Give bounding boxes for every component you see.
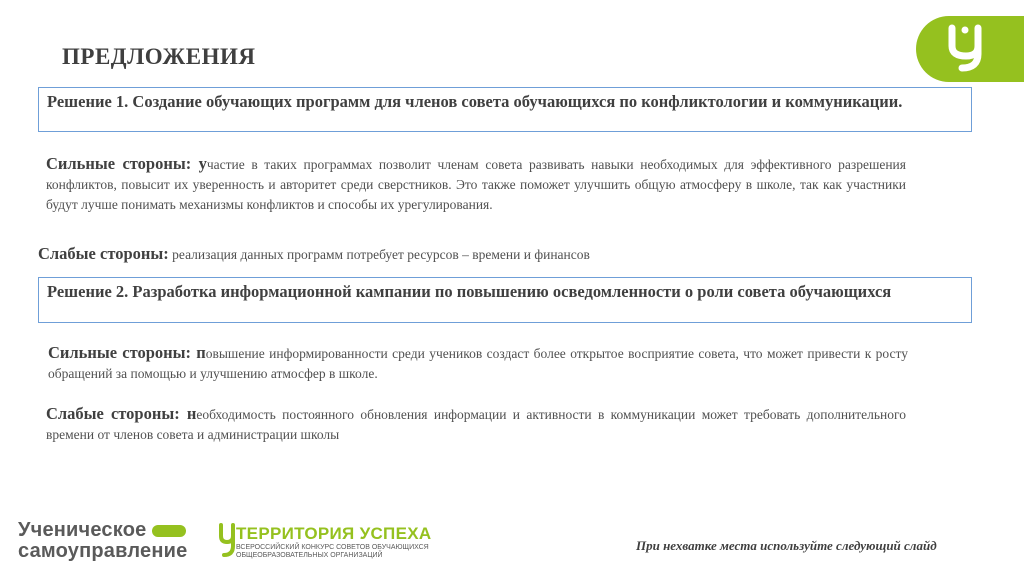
logo2-sub1: ВСЕРОССИЙСКИЙ КОНКУРС СОВЕТОВ ОБУЧАЮЩИХСЯ [236, 544, 429, 551]
solution1-strengths-label: Сильные стороны: у [46, 154, 207, 173]
solution1-strengths [46, 154, 906, 215]
solution2-strengths-text: овышение информированности среди учеников создаст более открытое восприятие совета, что может привести к росту обращений за помощью и улучшению атмосфер в школе. [48, 346, 908, 381]
solution2-strengths [48, 343, 908, 384]
u-letter-logo-icon [944, 24, 988, 72]
page-title: ПРЕДЛОЖЕНИЯ [62, 44, 256, 69]
logo2-subtitle [236, 544, 429, 560]
solution2-heading-box [38, 277, 972, 323]
solution2-weaknesses-text: еобходимость постоянного обновления информации и активности в коммуникации может требовать дополнительного времени от членов совета и администрации школы [46, 407, 906, 442]
solution1-strengths-text: частие в таких программах позволит членам совета развивать навыки необходимых для эффективного разрешения конфликтов, повысит их уверенность и авторитет среди сверстников. Это также поможет улучшить общую атмосферу в школе, так как участники будут лучше понимать механизмы конфликтов и способы их урегулирования. [46, 157, 906, 212]
solution2-strengths-label: Сильные стороны: п [48, 343, 206, 362]
logo2-sub2: ОБЩЕОБРАЗОВАТЕЛЬНЫХ ОРГАНИЗАЦИЙ [236, 552, 383, 559]
solution1-weaknesses-label: Слабые стороны: [38, 244, 169, 263]
logo1-pill-icon [152, 525, 186, 537]
solution1-weaknesses [38, 244, 938, 265]
logo1-line1: Ученическое [18, 519, 147, 541]
solution1-heading: Решение 1. Создание обучающих программ для членов совета обучающихся по конфликтологии и коммуникации. [47, 92, 903, 111]
logo1-line2: самоуправление [18, 540, 188, 562]
u-letter-logo-icon [218, 522, 236, 558]
footer-note: При нехватке места используйте следующий слайд [636, 538, 937, 553]
corner-logo-badge [916, 16, 1024, 82]
solution2-weaknesses [46, 404, 906, 445]
solution2-heading: Решение 2. Разработка информационной кампании по повышению осведомленности о роли совета обучающихся [47, 282, 892, 301]
solution1-heading-box [38, 87, 972, 132]
solution2-weaknesses-label: Слабые стороны: н [46, 404, 197, 423]
solution1-weaknesses-text: реализация данных программ потребует ресурсов – времени и финансов [168, 247, 590, 262]
logo2-title: ТЕРРИТОРИЯ УСПЕХА [236, 524, 432, 543]
student-government-logo [18, 520, 187, 562]
